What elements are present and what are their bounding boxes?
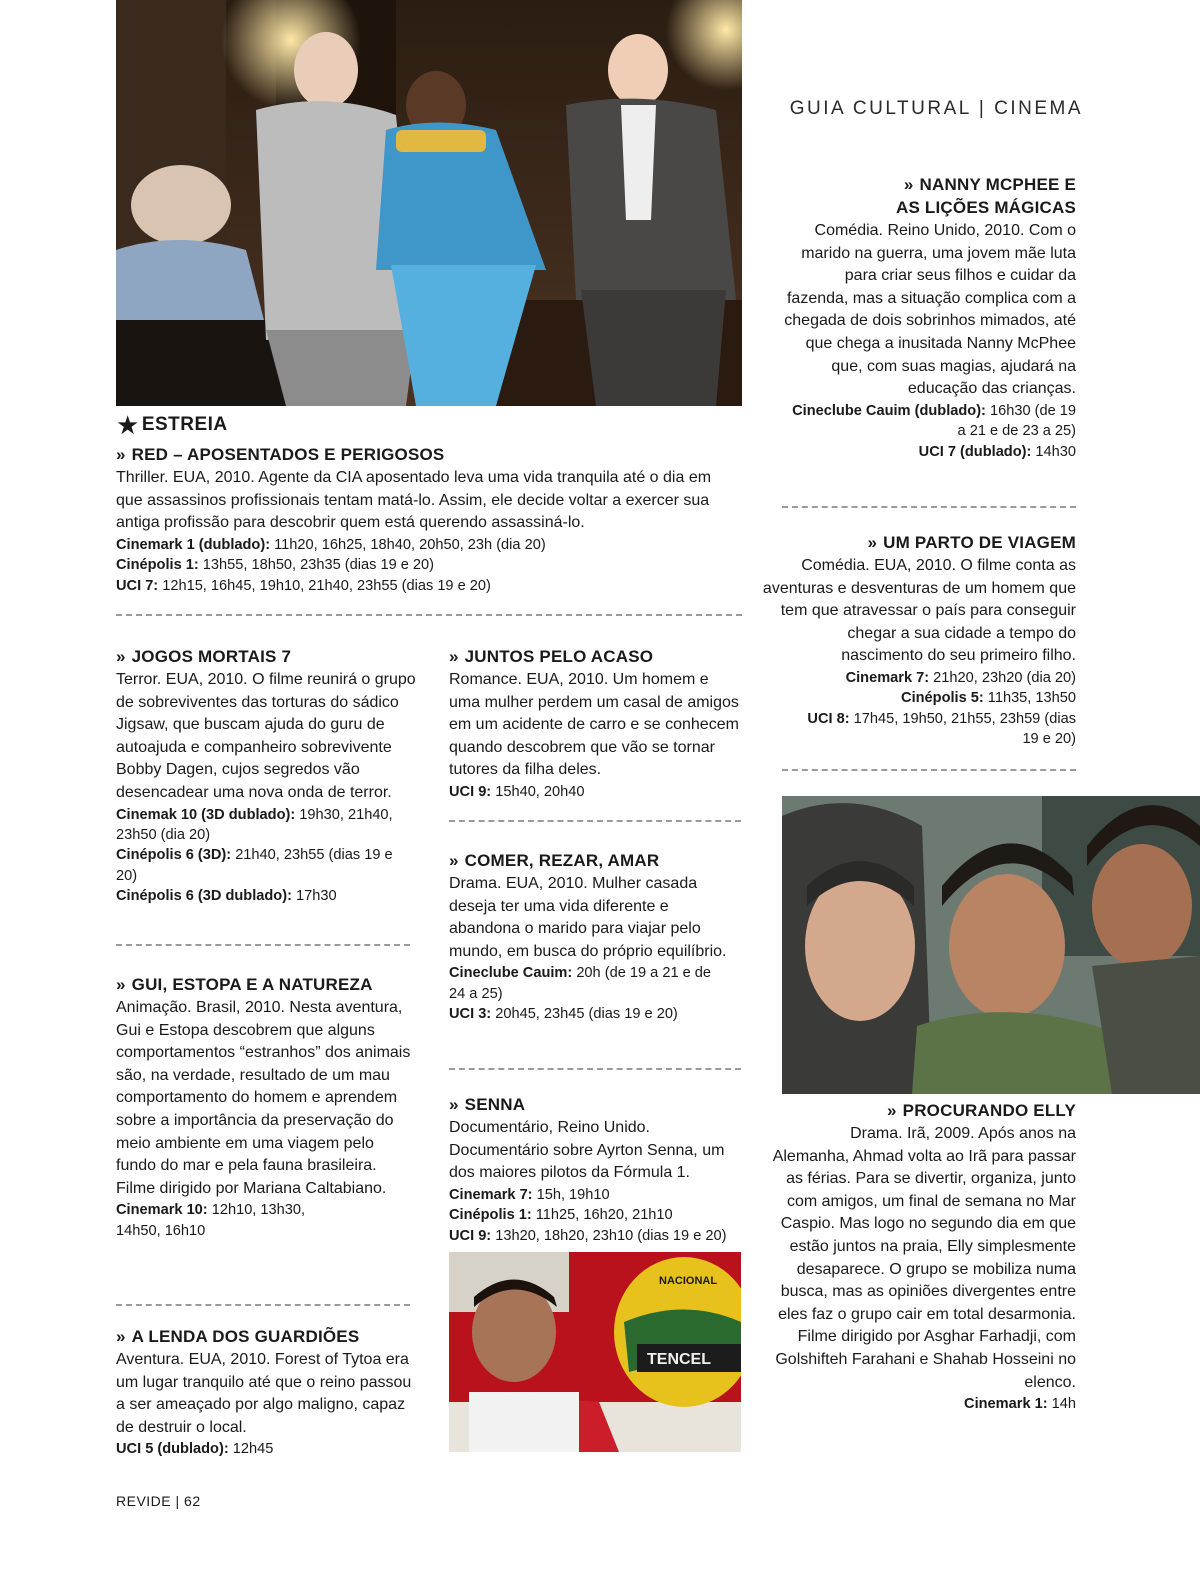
- times: 15h, 19h10: [532, 1186, 610, 1203]
- times: 20h (de 19 a 21 e de 24 a 25): [449, 965, 712, 1002]
- times: 11h20, 16h25, 18h40, 20h50, 23h (dia 20): [270, 536, 546, 553]
- venue: Cinemark 1:: [964, 1396, 1048, 1413]
- venue: UCI 8:: [807, 710, 850, 727]
- article-title-text: A LENDA DOS GUARDIÕES: [131, 1327, 360, 1346]
- divider: [116, 614, 742, 616]
- article-description: Comédia. Reino Unido, 2010. Com o marido na guerra, uma jovem mãe luta para criar seus filhos e cuidar da fazenda, mas a situação complica com a chegada de dois sobrinhos mimados, até que chega a inusitada Nanny McPhee que, com suas magias, ajudará na educação das crianças.: [784, 222, 1076, 398]
- times: 21h20, 23h20 (dia 20): [929, 669, 1076, 686]
- article-title: » COMER, REZAR, AMAR: [449, 851, 660, 870]
- article-description: Aventura. EUA, 2010. Forest of Tytoa era um lugar tranquilo até que o reino passou a ser ameaçado por algo maligno, capaz de destruir o local.: [116, 1351, 412, 1436]
- article-description: Drama. EUA, 2010. Mulher casada deseja ter uma vida diferente e abandona o marido para viajar pelo mundo, em busca do próprio equilíbrio.: [449, 875, 727, 960]
- venue: Cinemark 7:: [845, 669, 930, 686]
- showtime-line: [116, 535, 742, 555]
- article-description: Animação. Brasil, 2010. Nesta aventura, Gui e Estopa descobrem que alguns comportamentos “estranhos” dos animais são, na verdade, resultado de um mau comportamento do homem e aprendem sobre a importância da preservação do meio ambiente em uma viagem pelo fundo do mar e pela fauna brasileira. Filme dirigido por Mariana Caltabiano.: [116, 999, 411, 1197]
- article-description: Documentário, Reino Unido. Documentário sobre Ayrton Senna, um dos maiores pilotos da Fórmula 1.: [449, 1119, 725, 1182]
- article-parto-viagem: [762, 532, 1076, 750]
- times: 12h10, 13h30, 14h50, 16h10: [116, 1202, 306, 1239]
- venue: Cinépolis 1:: [116, 557, 199, 574]
- section-header: GUIA CULTURAL | CINEMA: [789, 98, 1083, 119]
- article-title: » A LENDA DOS GUARDIÕES: [116, 1327, 360, 1346]
- venue: Cinépolis 5:: [901, 690, 984, 707]
- article-title-text: COMER, REZAR, AMAR: [464, 851, 660, 870]
- article-jogos-mortais: [116, 646, 416, 907]
- divider: [116, 944, 410, 946]
- article-nanny-mcphee: [762, 174, 1076, 462]
- venue: Cinépolis 6 (3D dublado):: [116, 888, 292, 905]
- showtime-line: [762, 668, 1076, 688]
- venue: Cinépolis 6 (3D):: [116, 847, 232, 864]
- times: 11h25, 16h20, 21h10: [531, 1207, 673, 1224]
- article-lenda-guardioes: [116, 1326, 416, 1460]
- venue: UCI 7 (dublado):: [918, 443, 1032, 460]
- times: 13h55, 18h50, 23h35 (dias 19 e 20): [198, 557, 435, 574]
- times: 14h: [1047, 1396, 1076, 1413]
- venue: UCI 9:: [449, 1227, 492, 1244]
- article-title: » GUI, ESTOPA E A NATUREZA: [116, 975, 373, 994]
- times: 15h40, 20h40: [491, 783, 585, 800]
- times: 20h45, 23h45 (dias 19 e 20): [491, 1006, 678, 1023]
- times: 17h30: [291, 888, 337, 905]
- venue: UCI 7:: [116, 577, 159, 594]
- divider: [116, 1304, 410, 1306]
- article-title: » SENNA: [449, 1095, 526, 1114]
- article-title-text: GUI, ESTOPA E A NATUREZA: [131, 975, 373, 994]
- venue: UCI 3:: [449, 1006, 492, 1023]
- times: 21h40, 23h55 (dias 19 e 20): [116, 847, 393, 884]
- article-description: Comédia. EUA, 2010. O filme conta as aventuras e desventuras de um homem que tem que atravessar o país para conseguir chegar a sua cidade a tempo do nascimento do seu primeiro filho.: [762, 557, 1076, 665]
- article-gui-estopa: [116, 974, 412, 1241]
- helmet-sponsor-top: NACIONAL: [659, 1275, 718, 1287]
- article-title: » PROCURANDO ELLY: [887, 1101, 1076, 1120]
- divider: [449, 1068, 741, 1070]
- divider: [782, 769, 1076, 771]
- showtime-line: [772, 1394, 1076, 1414]
- article-red: [116, 444, 742, 596]
- times: 17h45, 19h50, 21h55, 23h59 (dias 19 e 20): [849, 710, 1076, 748]
- venue: Cineclube Cauim:: [449, 965, 573, 982]
- article-description: Terror. EUA, 2010. O filme reunirá o grupo de sobreviventes das torturas do sádico Jigsaw, que buscam ajuda do guru de autoajuda e companheiro sobrevivente Bobby Dagen, cujos segredos vão desencadear uma nova onda de terror.: [116, 671, 416, 801]
- showtime-line: [116, 576, 742, 596]
- venue: UCI 9:: [449, 783, 492, 800]
- article-description: Romance. EUA, 2010. Um homem e uma mulher perdem um casal de amigos em um acidente de carro e se conhecem quando descobrem que vão se tornar tutores da filha deles.: [449, 671, 739, 779]
- article-title: » JUNTOS PELO ACASO: [449, 647, 654, 666]
- venue: Cinépolis 1:: [449, 1207, 532, 1224]
- showtime-line: [116, 555, 742, 575]
- article-title-text: JUNTOS PELO ACASO: [464, 647, 654, 666]
- article-juntos-acaso: [449, 646, 741, 802]
- showtime-line: [116, 1200, 336, 1241]
- showtime-line: [116, 805, 416, 846]
- article-title-text: UM PARTO DE VIAGEM: [883, 533, 1076, 552]
- red-movie-photo: [116, 0, 742, 406]
- venue: Cinemark 10:: [116, 1202, 208, 1219]
- showtime-line: [762, 688, 1076, 708]
- times: 12h15, 16h45, 19h10, 21h40, 23h55 (dias 19 e 20): [158, 577, 491, 594]
- article-title: » JOGOS MORTAIS 7: [116, 647, 292, 666]
- venue: Cinemark 1 (dublado):: [116, 536, 271, 553]
- article-title-text: PROCURANDO ELLY: [902, 1101, 1076, 1120]
- helmet-sponsor-visor: TENCEL: [647, 1351, 711, 1368]
- showtime-line: [449, 1226, 745, 1246]
- showtime-line: [449, 1004, 739, 1024]
- article-description: Thriller. EUA, 2010. Agente da CIA aposentado leva uma vida tranquila até o dia em que assassinos profissionais tentam matá-lo. Assim, ele decide voltar a exercer sua antiga profissão para descobrir quem está querendo assassiná-lo.: [116, 469, 712, 532]
- article-title: » RED – APOSENTADOS E PERIGOSOS: [116, 445, 445, 464]
- showtime-line: [116, 845, 416, 886]
- star-icon: ★: [116, 410, 140, 440]
- venue: UCI 5 (dublado):: [116, 1441, 229, 1458]
- page-footer: REVIDE | 62: [116, 1493, 201, 1509]
- times: 14h30: [1031, 443, 1076, 460]
- showtime-line: [116, 1439, 416, 1459]
- showtime-line: [762, 709, 1076, 750]
- article-comer-rezar-amar: [449, 850, 739, 1025]
- divider: [782, 506, 1076, 508]
- showtime-line: [449, 963, 719, 1004]
- venue: Cinemak 10 (3D dublado):: [116, 806, 296, 823]
- times: 13h20, 18h20, 23h10 (dias 19 e 20): [491, 1227, 727, 1244]
- article-title-text: SENNA: [464, 1095, 526, 1114]
- showtime-line: [116, 886, 416, 906]
- article-description: Drama. Irã, 2009. Após anos na Alemanha, Ahmad volta ao Irã para passar as férias. Para se divertir, organiza, junto com amigos, um final de semana no Mar Caspio. Mas logo no segundo dia em que estão juntos na praia, Elly simplesmente desaparece. O grupo se mobiliza numa busca, mas as opiniões divergentes entre eles faz o grupo cair em total desarmonia. Filme dirigido por Asghar Farhadji, com Golshifteh Farahani e Shahab Hosseini no elenco.: [772, 1125, 1076, 1391]
- times: 16h30 (de 19 a 21 e de 23 a 25): [957, 402, 1076, 440]
- showtime-line: [762, 442, 1076, 462]
- showtime-line: [449, 1185, 745, 1205]
- article-title: » NANNY MCPHEE E: [903, 175, 1076, 194]
- article-title-text: JOGOS MORTAIS 7: [131, 647, 292, 666]
- article-title-line2: AS LIÇÕES MÁGICAS: [895, 198, 1076, 217]
- times: 11h35, 13h50: [983, 690, 1076, 707]
- article-senna: [449, 1094, 745, 1246]
- divider: [449, 820, 741, 822]
- article-title: » UM PARTO DE VIAGEM: [867, 533, 1076, 552]
- article-procurando-elly: [772, 1100, 1076, 1415]
- showtime-line: [449, 782, 741, 802]
- procurando-elly-photo: [782, 796, 1200, 1094]
- venue: Cineclube Cauim (dublado):: [792, 402, 986, 419]
- estreia-text: ESTREIA: [141, 414, 228, 435]
- venue: Cinemark 7:: [449, 1186, 533, 1203]
- estreia-label: [116, 412, 228, 438]
- showtime-line: [449, 1205, 745, 1225]
- times: 12h45: [228, 1441, 274, 1458]
- article-title-text: NANNY MCPHEE E: [919, 175, 1076, 194]
- times: 19h30, 21h40, 23h50 (dia 20): [116, 806, 393, 843]
- showtime-line: [762, 401, 1076, 442]
- senna-movie-photo: [449, 1252, 741, 1452]
- article-title-text: RED – APOSENTADOS E PERIGOSOS: [131, 445, 445, 464]
